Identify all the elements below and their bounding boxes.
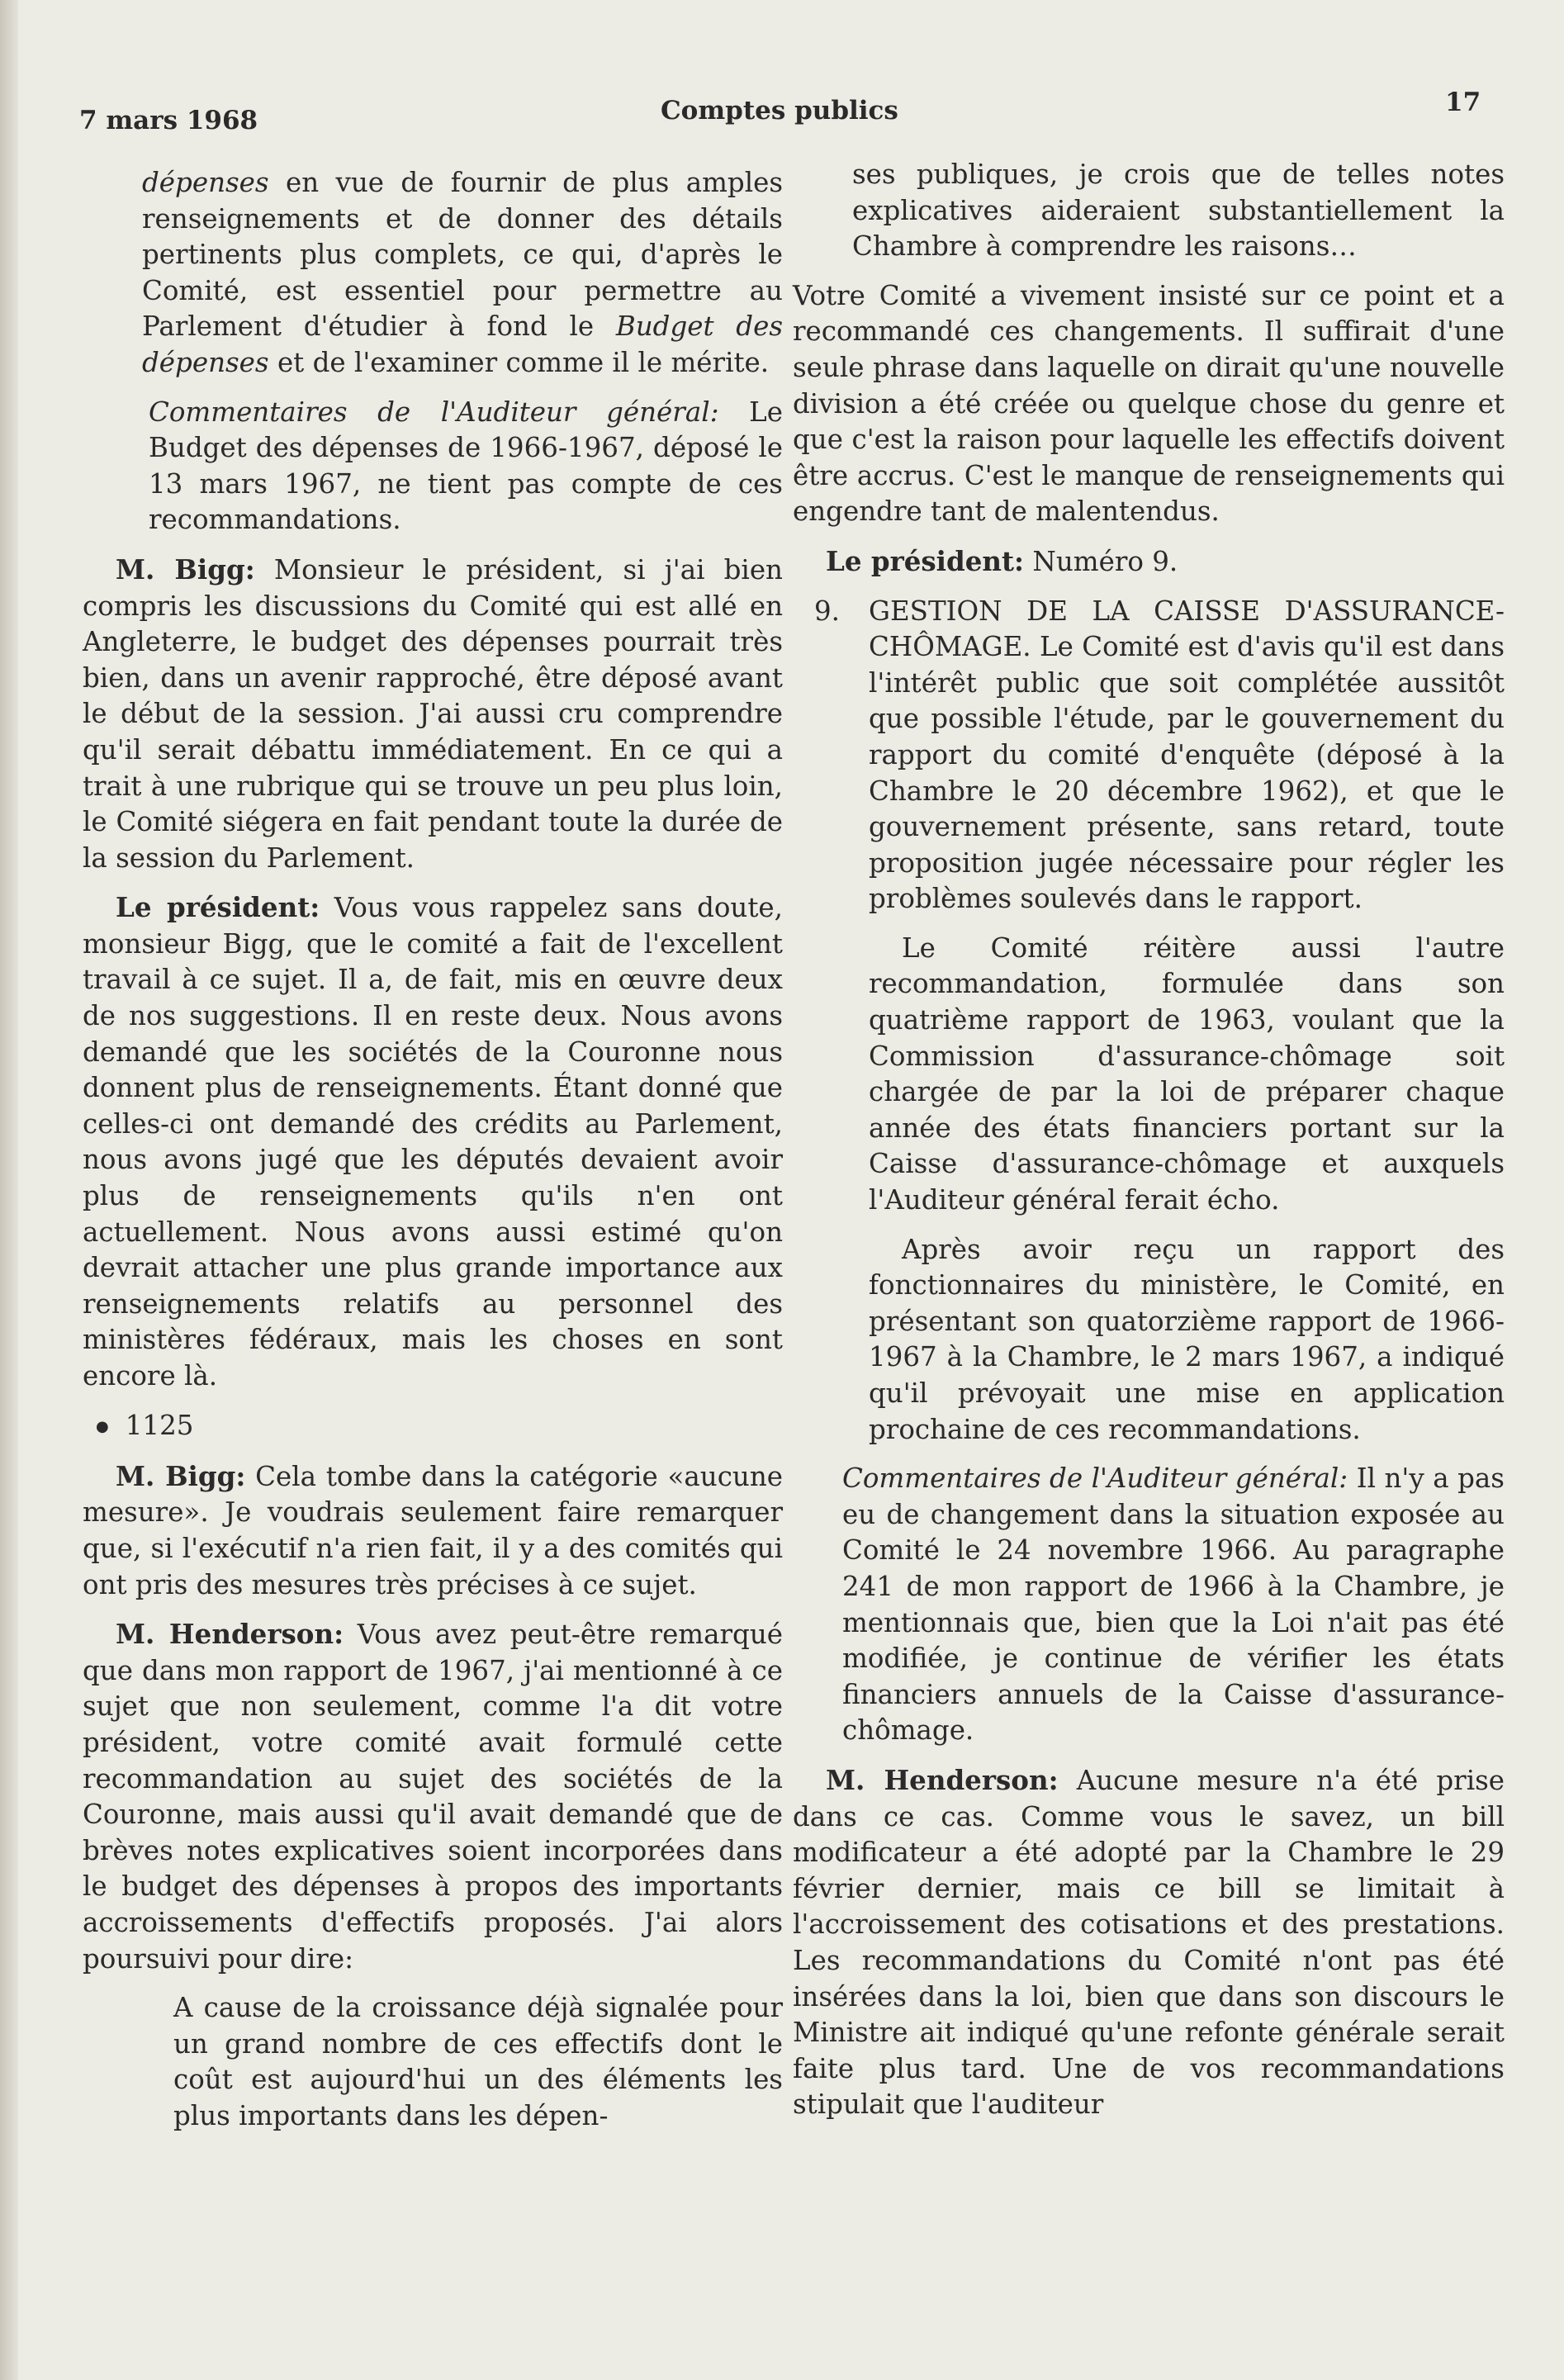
right-column [793, 159, 1505, 2136]
speech-text: Numéro 9. [1024, 545, 1178, 577]
left-column [83, 165, 783, 2148]
speech-text: Vous avez peut-être remarqué que dans mon rapport de 1967, j'ai mentionné à ce sujet que non seulement, comme l'a dit votre président, votre comité avait formulé cette recommandation au sujet des sociétés de la Couronne, mais aussi qu'il avait demandé que de brèves notes explicatives soient incorporées dans le budget des dépenses à propos des importants accroissements d'effectifs proposés. J'ai alors poursuivi pour dire: [83, 1619, 784, 1975]
paragraph-text: et de l'examiner comme il le mérite. [268, 346, 770, 378]
speaker-name: M. Henderson: [826, 1763, 1059, 1796]
header-date: 7 mars 1968 [79, 106, 258, 135]
recommendation-paragraph: Après avoir reçu un rapport des fonctionnaires du ministère, le Comité, en présentant son quatorzième rapport de 1966-1967 à la Chambre, le 2 mars 1967, a indiqué qu'il prévoyait une mise en application prochaine de ces recommandations. [869, 1233, 1505, 1445]
italic-term: Budget des dépenses [142, 311, 783, 378]
page-binding-shadow [0, 0, 18, 2380]
comment-text: Le Budget des dépenses de 1966-1967, déposé le 13 mars 1967, ne tient pas compte de ces recommandations. [149, 396, 783, 536]
speech-president-1 [83, 889, 783, 1394]
speaker-name: M. Bigg: [116, 1459, 246, 1492]
speaker-name: Le président: [826, 544, 1025, 577]
comment-label: Commentaires de l'Auditeur général: [842, 1463, 1348, 1495]
speaker-name: Le président: [116, 891, 320, 924]
auditor-comment [793, 1461, 1505, 1749]
auditor-comment [83, 395, 783, 538]
speech-bigg-2 [83, 1458, 783, 1603]
speech-text: Monsieur le président, si j'ai bien compris les discussions du Comité qui est allé en Angleterre, le budget des dépenses pourrait très bien, dans un avenir rapproché, être déposé avant le début de la session. J'ai aussi cru comprendre qu'il serait débattu immédiatement. En ce qui a trait à une rubrique qui se trouve un peu plus loin, le Comité siégera en fait pendant toute la durée de la session du Parlement. [83, 553, 783, 874]
header-title: Comptes publics [661, 96, 898, 126]
recommendation-number: 9. [814, 595, 841, 627]
speech-henderson-2 [793, 1762, 1505, 2123]
recommendation-9 [793, 594, 1505, 917]
block-quote: A cause de la croissance déjà signalée pour un grand nombre de ces effectifs dont le coût est aujourd'hui un des éléments les plus importants dans les dépen- [173, 1992, 783, 2131]
speaker-name: M. Henderson: [116, 1618, 344, 1651]
italic-term: dépenses [142, 167, 269, 198]
page-number: 17 [1445, 88, 1481, 117]
speaker-name: M. Bigg: [116, 552, 255, 586]
block-quote-continuation: ses publiques, je crois que de telles notes explicatives aideraient substantiellement la Chambre à comprendre les raisons… [852, 159, 1505, 263]
paragraph-text: en vue de fournir de plus amples renseignements et de donner des détails pertinents plus complets, ce qui, d'après le Comité, est essentiel pour permettre au Parlement d'étudier à fond le [142, 167, 783, 343]
speech-text: Vous vous rappelez sans doute, monsieur Bigg, que le comité a fait de l'excellent travail à ce sujet. Il a, de fait, mis en œuvre deux de nos suggestions. Il en reste deux. Nous avons demandé que les sociétés de la Couronne nous donnent plus de renseignements. Étant donné que celles-ci ont demandé des crédits au Parlement, nous avons jugé que les députés devaient avoir plus de renseignements qu'ils n'en ont actuellement. Nous avons aussi estimé qu'on devrait attacher une plus grande importance aux renseignements relatifs au personnel des ministères fédéraux, mais les choses en sont encore là. [83, 892, 783, 1391]
time-marker: ● 1125 [83, 1408, 783, 1445]
paragraph: Votre Comité a vivement insisté sur ce point et a recommandé ces changements. Il suffirait d'une seule phrase dans laquelle on dirait qu'une nouvelle division a été créée ou quelque chose du genre et que c'est la raison pour laquelle les effectifs doivent être accrus. C'est le manque de renseignements qui engendre tant de malentendus. [793, 279, 1505, 528]
comment-label: Commentaires de l'Auditeur général: [149, 396, 719, 428]
speech-text: Cela tombe dans la catégorie «aucune mesure». Je voudrais seulement faire remarquer que, si l'exécutif n'a rien fait, il y a des comités qui ont pris des mesures très précises à ce sujet. [83, 1460, 783, 1600]
comment-text: Il n'y a pas eu de changement dans la situation exposée au Comité le 24 novembre 1966. Au paragraphe 241 de mon rapport de 1966 à la Chambre, je mentionnais que, bien que la Loi n'ait pas été modifiée, je continue de vérifier les états financiers annuels de la Caisse d'assurance-chômage. [842, 1463, 1505, 1747]
speech-bigg-1 [83, 552, 783, 876]
recommendation-paragraph: Le Comité réitère aussi l'autre recommandation, formulée dans son quatrième rapport de 1963, voulant que la Commission d'assurance-chômage soit chargée de par la loi de préparer chaque année des états financiers portant sur la Caisse d'assurance-chômage et auxquels l'Auditeur général ferait écho. [869, 932, 1505, 1216]
speech-henderson-1 [83, 1616, 783, 1977]
speech-text: Aucune mesure n'a été prise dans ce cas. Comme vous le savez, un bill modificateur a été adopté par la Chambre le 29 février dernier, mais ce bill se limitait à l'accroissement des cotisations et des prestations. Les recommandations du Comité n'ont pas été insérées dans la loi, bien que dans son discours le Ministre ait indiqué qu'une refonte générale serait faite plus tard. Une de vos recommandations stipulait que l'auditeur [793, 1764, 1505, 2121]
paragraph-continuation [83, 165, 783, 382]
speech-president-2 [793, 543, 1505, 581]
recommendation-text: GESTION DE LA CAISSE D'ASSURANCE-CHÔMAGE. Le Comité est d'avis qu'il est dans l'intérêt public que soit complétée aussitôt que possible l'étude, par le gouvernement du rapport du comité d'enquête (déposé à la Chambre le 20 décembre 1962), et que le gouvernement présente, sans retard, toute proposition jugée nécessaire pour régler les problèmes soulevés dans le rapport. [869, 595, 1505, 915]
